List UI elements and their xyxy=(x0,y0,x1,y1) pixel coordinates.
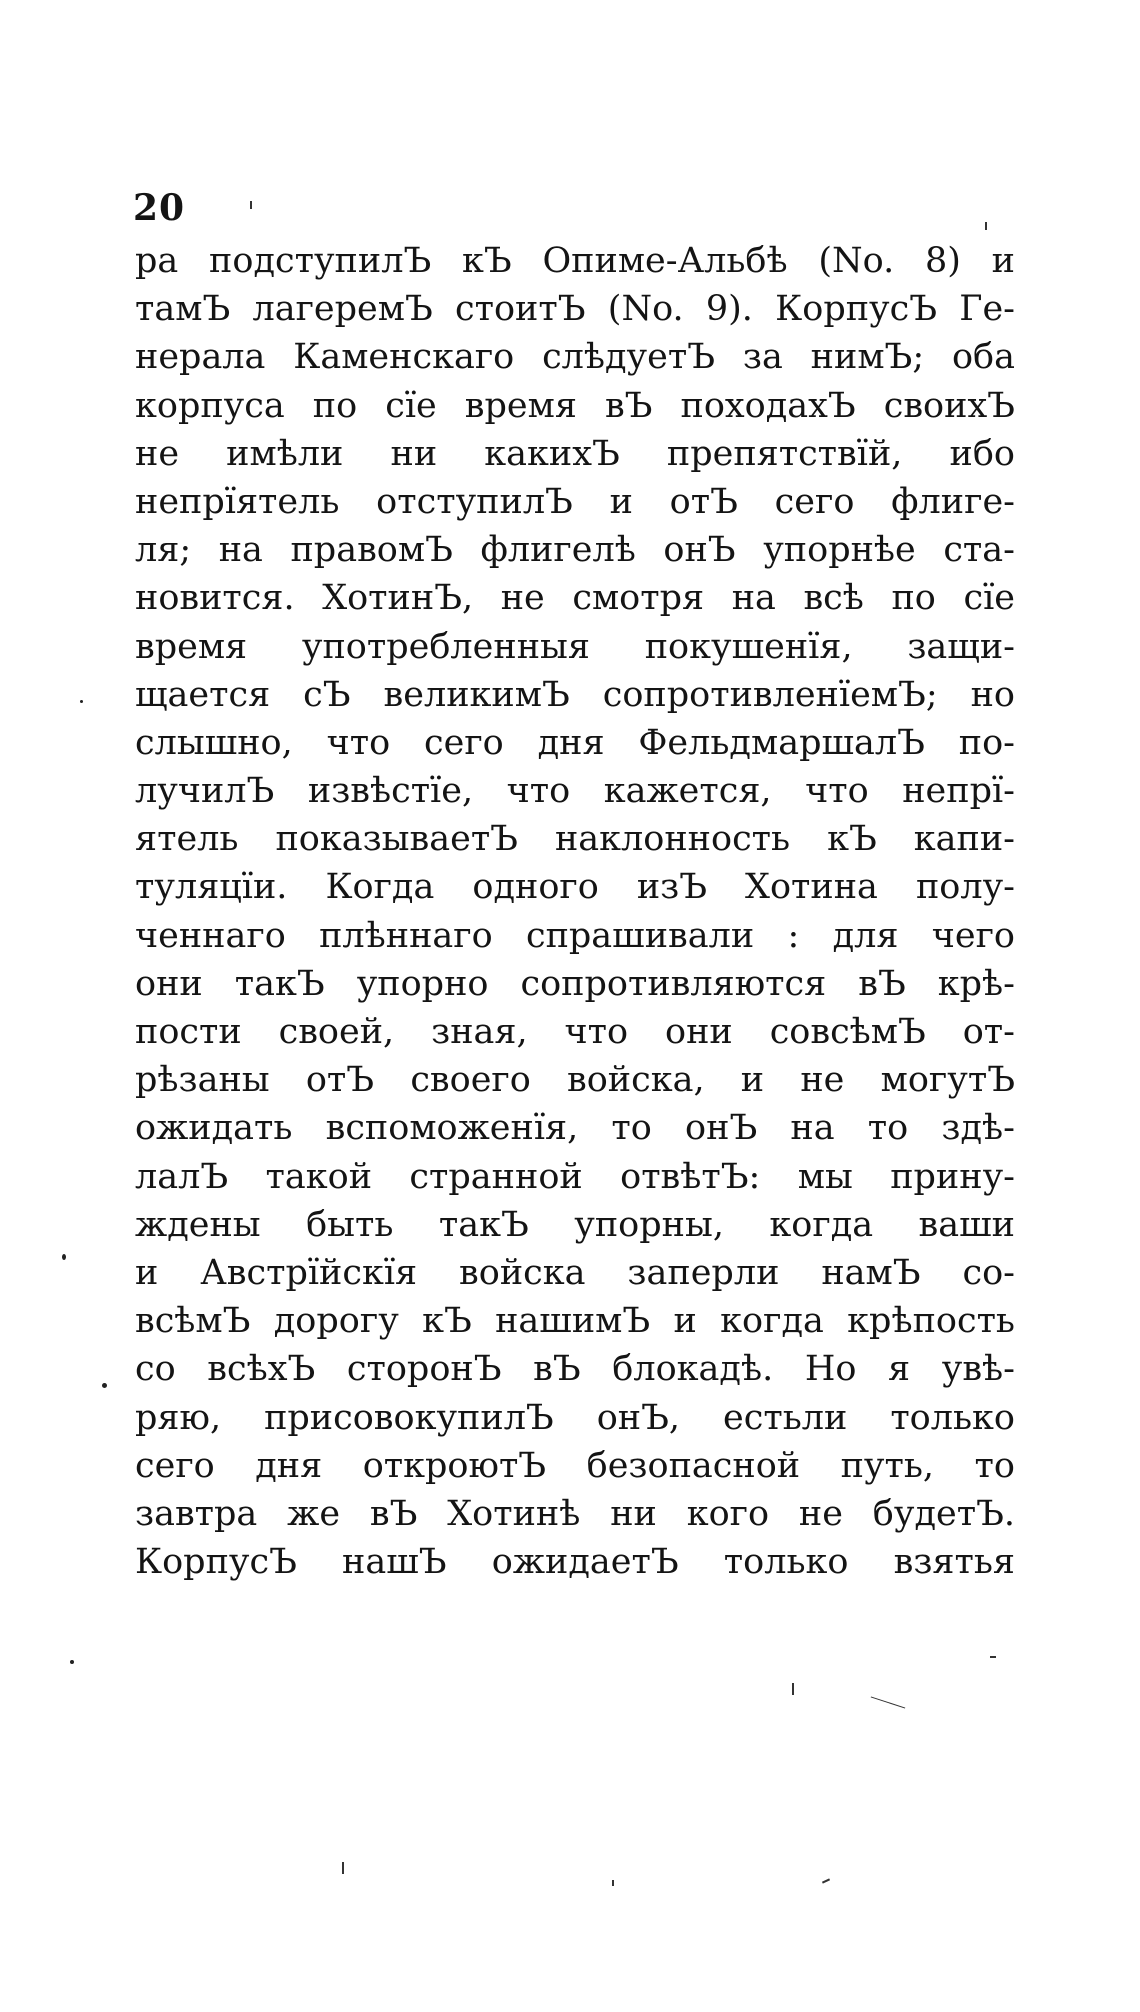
text-line: не имѣли ни какихЪ препятствïй, ибо xyxy=(135,433,1015,474)
scan-mark xyxy=(342,1862,344,1874)
text-line: время употребленныя покушенïя, защи- xyxy=(135,626,1015,667)
text-line: ожидать вспоможенïя, то онЪ на то здѣ- xyxy=(135,1108,1015,1149)
scan-mark xyxy=(250,201,252,209)
text-line: ятель показываетЪ наклонность кЪ капи- xyxy=(135,819,1015,860)
scan-speck xyxy=(62,1254,66,1260)
text-line: рѣзаны отЪ своего войска, и не могутЪ xyxy=(135,1060,1015,1101)
text-line: ра подступилЪ кЪ Опиме-Альбѣ (No. 8) и xyxy=(135,241,1015,281)
text-line: ченнаго плѣннаго спрашивали : для чего xyxy=(135,915,1015,956)
text-line: лалЪ такой странной отвѣтЪ: мы прину- xyxy=(135,1156,1015,1197)
scan-mark xyxy=(612,1880,614,1886)
text-line: со всѣхЪ сторонЪ вЪ блокадѣ. Но я увѣ- xyxy=(135,1349,1015,1390)
text-line: ряю, присовокупилЪ онЪ, естьли только xyxy=(135,1397,1015,1438)
text-line: щается сЪ великимЪ сопротивленïемЪ; но xyxy=(135,674,1015,715)
text-line: ля; на правомЪ флигелѣ онЪ упорнѣе ста- xyxy=(135,530,1015,571)
text-line: сего дня откроютЪ безопасной путь, то xyxy=(135,1445,1015,1486)
text-line: нерала Каменскаго слѣдуетЪ за нимЪ; оба xyxy=(135,337,1015,378)
text-line: ждены быть такЪ упорны, когда ваши xyxy=(135,1204,1015,1245)
text-line: КорпусЪ нашЪ ожидаетЪ только взятья xyxy=(135,1542,1015,1583)
scan-speck xyxy=(70,1660,74,1664)
scan-speck xyxy=(80,700,83,703)
text-line: они такЪ упорно сопротивляются вЪ крѣ- xyxy=(135,963,1015,1004)
text-line: слышно, что сего дня ФельдмаршалЪ по- xyxy=(135,722,1015,763)
text-line: всѣмЪ дорогу кЪ нашимЪ и когда крѣпость xyxy=(135,1301,1015,1342)
scan-mark xyxy=(990,1656,996,1658)
scan-mark xyxy=(985,222,987,230)
text-line: и Австрïйскïя войска заперли намЪ со- xyxy=(135,1252,1015,1293)
text-line: лучилЪ извѣстïе, что кажется, что непрï- xyxy=(135,771,1015,812)
text-line: завтра же вЪ Хотинѣ ни кого не будетЪ. xyxy=(135,1493,1015,1534)
text-line: корпуса по сïе время вЪ походахЪ своихЪ xyxy=(135,385,1015,426)
text-line: непрïятель отступилЪ и отЪ сего флиге- xyxy=(135,481,1015,522)
text-line: туляцïи. Когда одного изЪ Хотина полу- xyxy=(135,867,1015,908)
body-text xyxy=(135,237,1015,1586)
page-number: 20 xyxy=(133,187,186,229)
scan-speck xyxy=(102,1383,107,1388)
text-line: тамЪ лагеремЪ стоитЪ (No. 9). КорпусЪ Ге- xyxy=(135,289,1015,330)
scan-mark xyxy=(822,1878,830,1883)
text-line: пости своей, зная, что они совсѣмЪ от- xyxy=(135,1012,1015,1052)
text-line: новится. ХотинЪ, не смотря на всѣ по сïе xyxy=(135,578,1015,619)
scan-mark xyxy=(792,1683,794,1695)
scan-mark xyxy=(871,1696,906,1708)
